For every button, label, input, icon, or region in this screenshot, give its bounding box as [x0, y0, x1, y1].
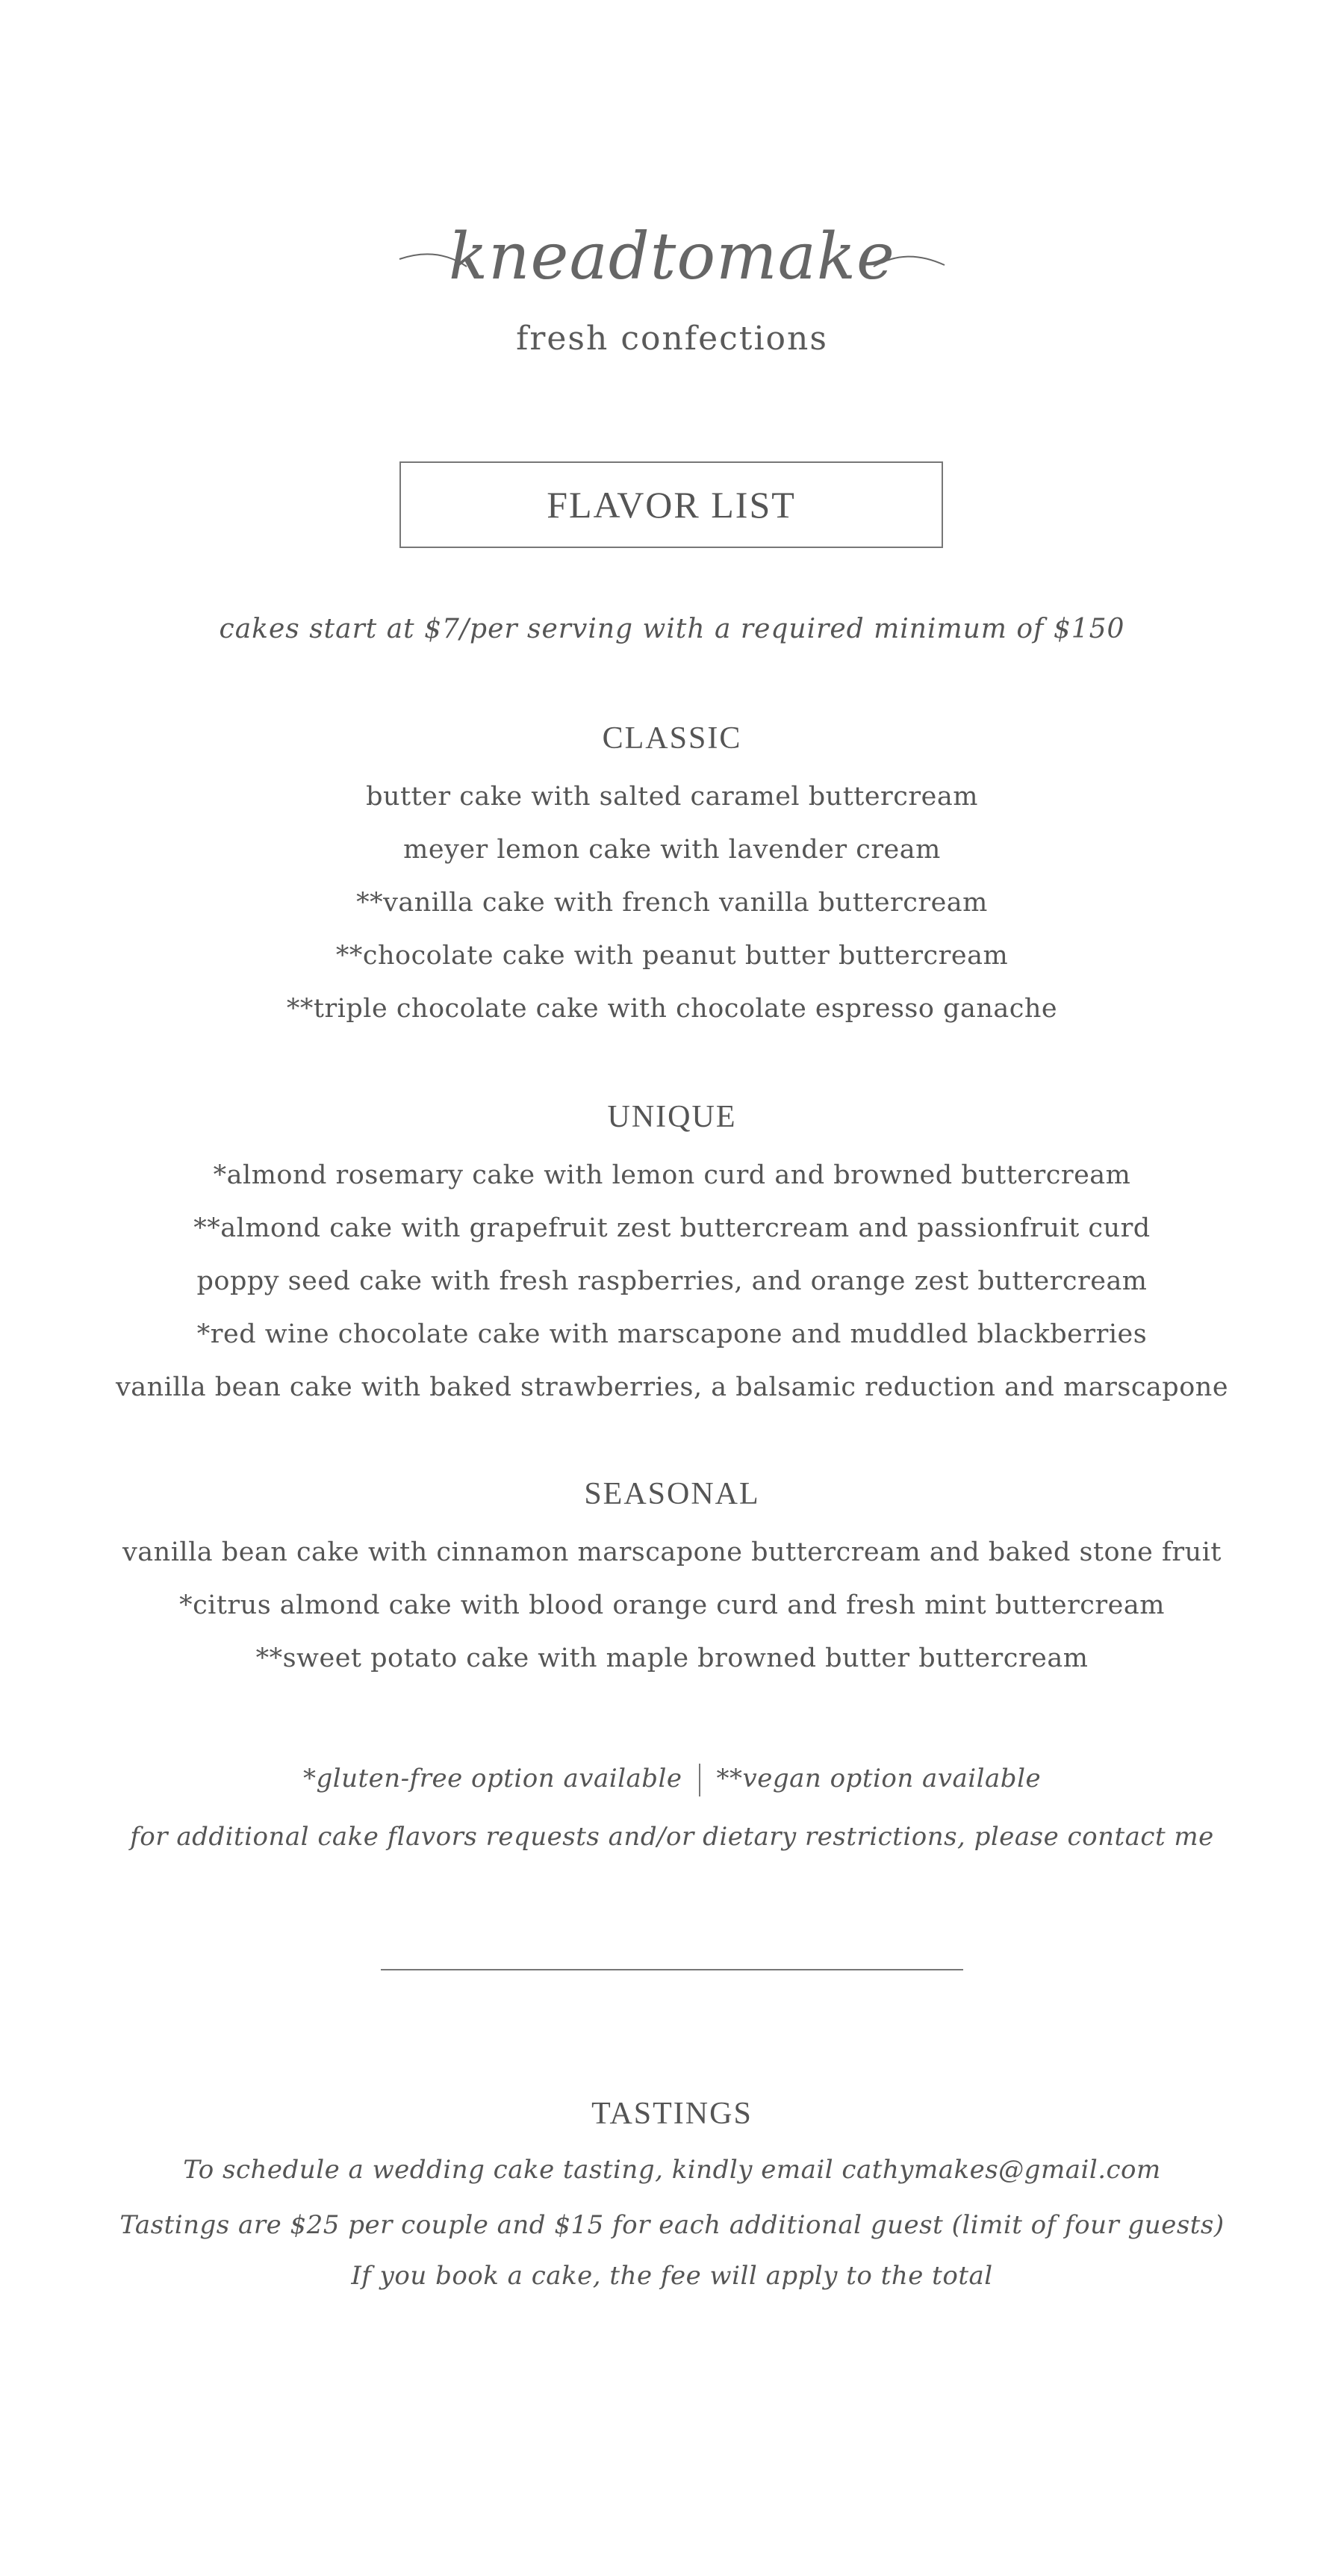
list-item: poppy seed cake with fresh raspberries, and orange zest buttercream — [196, 1266, 1148, 1296]
section-classic — [0, 715, 1344, 1036]
tasting-line: To schedule a wedding cake tasting, kindly email cathymakes@gmail.com — [183, 2155, 1161, 2185]
list-item: butter cake with salted caramel buttercream — [366, 782, 978, 812]
list-item: *red wine chocolate cake with marscapone and muddled blackberries — [196, 1319, 1148, 1349]
list-item: **triple chocolate cake with chocolate espresso ganache — [286, 994, 1058, 1024]
list-item: **chocolate cake with peanut butter buttercream — [335, 941, 1009, 971]
tasting-line: If you book a cake, the fee will apply to the total — [351, 2261, 993, 2291]
list-item: **sweet potato cake with maple browned butter buttercream — [255, 1643, 1089, 1673]
list-item: **vanilla cake with french vanilla buttercream — [356, 888, 988, 918]
dietary-legend — [0, 1759, 1344, 1798]
divider — [381, 1969, 963, 1970]
section-title: UNIQUE — [607, 1100, 737, 1134]
svg-text:kneadtomake: kneadtomake — [449, 220, 895, 294]
contact-note: for additional cake flavors requests and/or dietary restrictions, please contact me — [130, 1822, 1214, 1852]
legend-separator — [699, 1764, 700, 1796]
list-item: vanilla bean cake with cinnamon marscapone buttercream and baked stone fruit — [122, 1537, 1222, 1567]
list-item: meyer lemon cake with lavender cream — [403, 835, 941, 865]
pricing-intro: cakes start at $7/per serving with a required minimum of $150 — [219, 614, 1125, 644]
flavor-list — [0, 1526, 1344, 1685]
section-title: CLASSIC — [602, 721, 742, 756]
section-seasonal — [0, 1471, 1344, 1685]
tastings-title: TASTINGS — [591, 2097, 753, 2131]
list-item: *almond rosemary cake with lemon curd and browned buttercream — [213, 1160, 1131, 1190]
section-title: SEASONAL — [584, 1477, 760, 1511]
flavor-list — [0, 1149, 1344, 1414]
flavor-list — [0, 771, 1344, 1036]
list-item: **almond cake with grapefruit zest buttercream and passionfruit curd — [193, 1213, 1151, 1243]
list-item: *citrus almond cake with blood orange curd and fresh mint buttercream — [179, 1590, 1165, 1620]
flavor-list-title-box — [399, 461, 943, 548]
vegan-note: **vegan option available — [716, 1764, 1042, 1793]
tagline: fresh confections — [516, 320, 828, 358]
page-title: FLAVOR LIST — [547, 484, 796, 526]
tasting-line: Tastings are $25 per couple and $15 for each additional guest (limit of four guests) — [119, 2210, 1225, 2240]
kneadtomake-logo — [396, 220, 948, 310]
section-unique — [0, 1094, 1344, 1414]
gluten-free-note: *gluten-free option available — [302, 1764, 682, 1793]
list-item: vanilla bean cake with baked strawberries, a balsamic reduction and marscapone — [115, 1372, 1229, 1402]
